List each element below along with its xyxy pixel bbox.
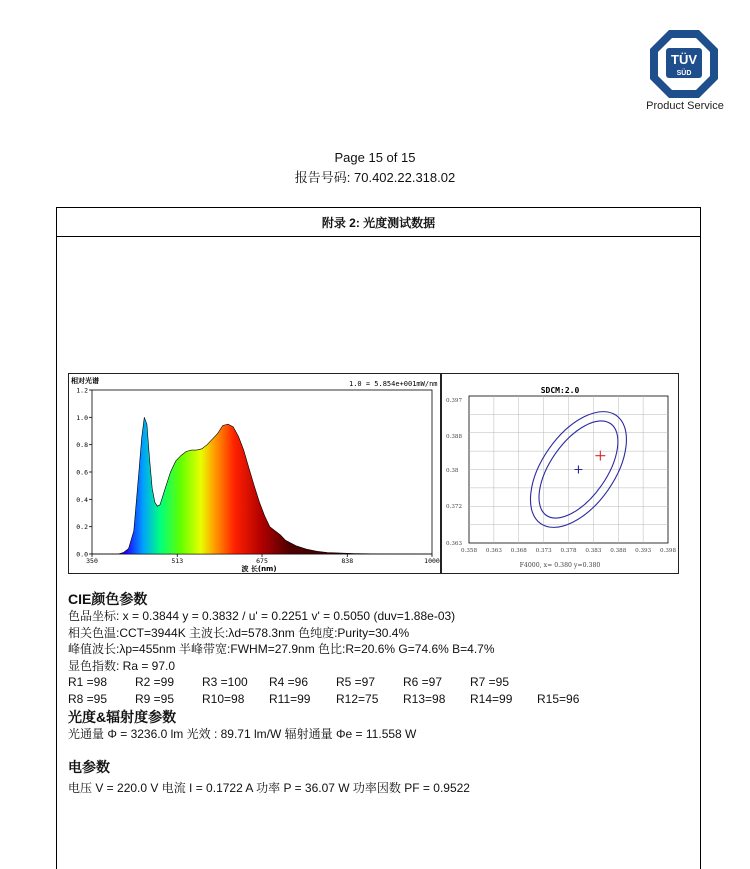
ri-value: R2 =99: [135, 675, 175, 690]
photometric-line: 光通量 Φ = 3236.0 lm 光效 : 89.71 lm/W 辐射通量 Φe = 11.558 W: [68, 727, 417, 741]
spectrum-title: 相对光谱: [71, 377, 99, 385]
ri-value: R15=96: [537, 691, 580, 706]
sdcm-x-tick-label: 0.368: [510, 548, 527, 554]
ri-value: R4 =96: [269, 675, 309, 690]
logo-sub: SÜD: [676, 70, 692, 77]
sdcm-x-tick-label: 0.363: [485, 548, 502, 554]
section-title: 附录 2: 光度测试数据: [57, 208, 700, 237]
y-tick-label: 0.6: [76, 468, 88, 477]
x-tick-label: 675: [256, 557, 268, 565]
cie-line-peak: 峰值波长:λp=455nm 半峰带宽:FWHM=27.9nm 色比:R=20.6% G=74.6% B=4.7%: [68, 642, 495, 657]
sdcm-y-tick-label: 0.38: [446, 468, 459, 474]
ri-value: R13=98: [403, 691, 446, 706]
y-tick-label: 1.0: [76, 413, 88, 422]
ri-grid: [68, 674, 604, 707]
sdcm-x-tick-label: 0.383: [585, 548, 602, 554]
ri-value: R5 =97: [336, 675, 376, 690]
cie-line-cct: 相关色温:CCT=3944K 主波长:λd=578.3nm 色纯度:Purity=30.4%: [68, 625, 410, 640]
electrical-heading: 电参数: [68, 759, 110, 775]
electrical-line: 电压 V = 220.0 V 电流 I = 0.1722 A 功率 P = 36.07 W 功率因数 PF = 0.9522: [68, 781, 470, 795]
logo-text: TÜV: [671, 52, 697, 67]
sdcm-y-tick-label: 0.372: [446, 504, 463, 510]
sdcm-x-tick-label: 0.358: [460, 548, 478, 554]
y-tick-label: 0.8: [76, 441, 88, 450]
ri-value: R3 =100: [202, 675, 248, 690]
y-tick-label: 0.2: [76, 523, 88, 532]
spectrum-chart: [68, 373, 441, 574]
ri-value: R7 =95: [470, 675, 510, 690]
y-tick-label: 0.0: [76, 550, 88, 559]
x-tick-label: 513: [171, 557, 184, 565]
sdcm-x-tick-label: 0.378: [560, 548, 577, 554]
photometric-section: [68, 708, 416, 743]
tuv-logo: [648, 28, 720, 100]
sdcm-title: SDCM:2.0: [540, 386, 580, 395]
sdcm-x-tick-label: 0.373: [535, 548, 552, 554]
y-tick-label: 1.2: [76, 386, 88, 395]
sdcm-y-tick-label: 0.397: [446, 398, 463, 404]
sdcm-x-tick-label: 0.393: [635, 548, 652, 554]
x-tick-label: 350: [86, 557, 98, 565]
ri-value: R1 =98: [68, 675, 108, 690]
sdcm-y-tick-label: 0.388: [446, 434, 463, 440]
page-number: Page 15 of 15: [334, 150, 416, 165]
ri-value: R14=99: [470, 691, 513, 706]
y-tick-label: 0.4: [76, 495, 88, 504]
measured-point-marker: [595, 451, 605, 461]
sdcm-caption: F4000, x= 0.380 y=0.380: [519, 562, 601, 569]
cie-line-chromaticity: 色品坐标: x = 0.3844 y = 0.3832 / u' = 0.2251 v' = 0.5050 (duv=1.88e-03): [68, 609, 456, 623]
cie-line-ra: 显色指数: Ra = 97.0: [68, 658, 176, 673]
ri-value: R12=75: [336, 691, 379, 706]
electrical-section: [68, 758, 470, 797]
sdcm-x-tick-label: 0.388: [610, 548, 627, 554]
x-tick-label: 838: [341, 557, 354, 565]
cie-section: [68, 590, 604, 708]
spectrum-area: [92, 417, 432, 554]
ri-value: R8 =95: [68, 691, 108, 706]
report-number: 报告号码: 70.402.22.318.02: [294, 170, 456, 185]
sdcm-x-tick-label: 0.398: [659, 548, 677, 554]
sdcm-svg: [442, 374, 678, 573]
spectrum-scale-note: 1.0 = 5.854e+001mW/nm: [349, 380, 438, 388]
ri-value: R11=99: [269, 691, 311, 706]
sdcm-chart: [441, 373, 679, 574]
photometric-heading: 光度&辐射度参数: [68, 709, 177, 725]
ri-value: [537, 674, 604, 691]
cie-heading: CIE颜色参数: [68, 591, 148, 607]
x-tick-label: 1000: [424, 557, 440, 565]
spectrum-xlabel: 波 长(nm): [241, 565, 277, 573]
ri-value: R6 =97: [403, 675, 443, 690]
ri-value: R9 =95: [135, 691, 175, 706]
spectrum-svg: [69, 374, 440, 573]
sdcm-y-tick-label: 0.363: [446, 541, 463, 547]
target-point-marker: [574, 466, 582, 474]
logo-caption: Product Service: [646, 100, 724, 112]
ri-value: R10=98: [202, 691, 245, 706]
